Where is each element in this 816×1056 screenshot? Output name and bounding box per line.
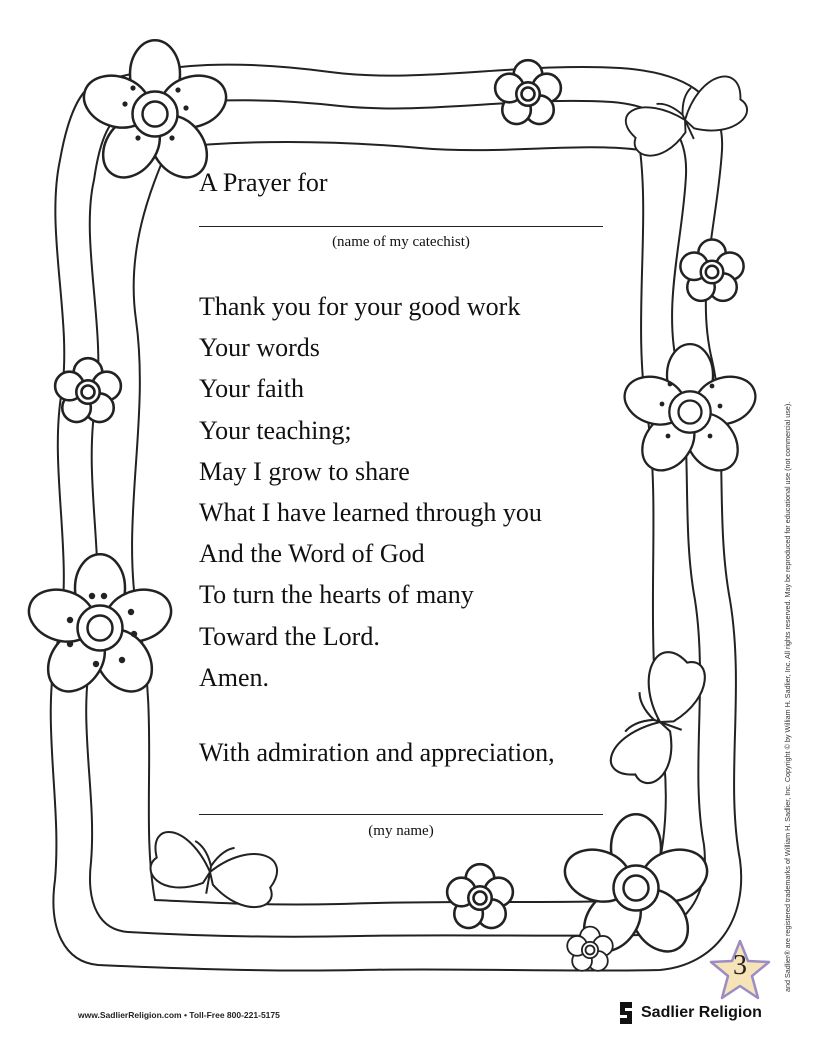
closing-line: With admiration and appreciation, <box>199 738 555 767</box>
prayer-line: May I grow to share <box>199 456 410 486</box>
prayer-line: Thank you for your good work <box>199 292 521 321</box>
my-name-line[interactable] <box>199 814 603 815</box>
grade-badge: 3 <box>733 950 747 981</box>
prayer-line: Your words <box>199 333 320 363</box>
prayer-line: Amen. <box>199 662 270 692</box>
prayer-line: To turn the hearts of many <box>199 580 474 610</box>
sadlier-logo-icon <box>617 1000 635 1026</box>
sadlier-brand <box>617 1000 762 1026</box>
brand-name: Sadlier Religion <box>641 1004 762 1021</box>
footer-contact: www.SadlierReligion.com • Toll-Free 800-221-5175 <box>78 1010 280 1020</box>
catechist-name-caption: (name of my catechist) <box>332 234 470 250</box>
my-name-caption: (my name) <box>368 823 434 839</box>
prayer-line: Your faith <box>199 374 304 404</box>
prayer-line: What I have learned through you <box>199 497 542 527</box>
prayer-line: Toward the Lord. <box>199 621 380 651</box>
prayer-line: And the Word of God <box>199 539 425 569</box>
catechist-name-line[interactable] <box>199 226 603 227</box>
prayer-line: Your teaching; <box>199 415 352 445</box>
prayer-text <box>199 286 542 698</box>
page-title: A Prayer for <box>199 168 328 197</box>
legal-notice: and Sadlier® are registered trademarks of William H. Sadlier, Inc. Copyright © by William H. Sadlier, Inc. All rights reserved. May be reproduced for educational use (not commercial use). <box>783 401 792 992</box>
